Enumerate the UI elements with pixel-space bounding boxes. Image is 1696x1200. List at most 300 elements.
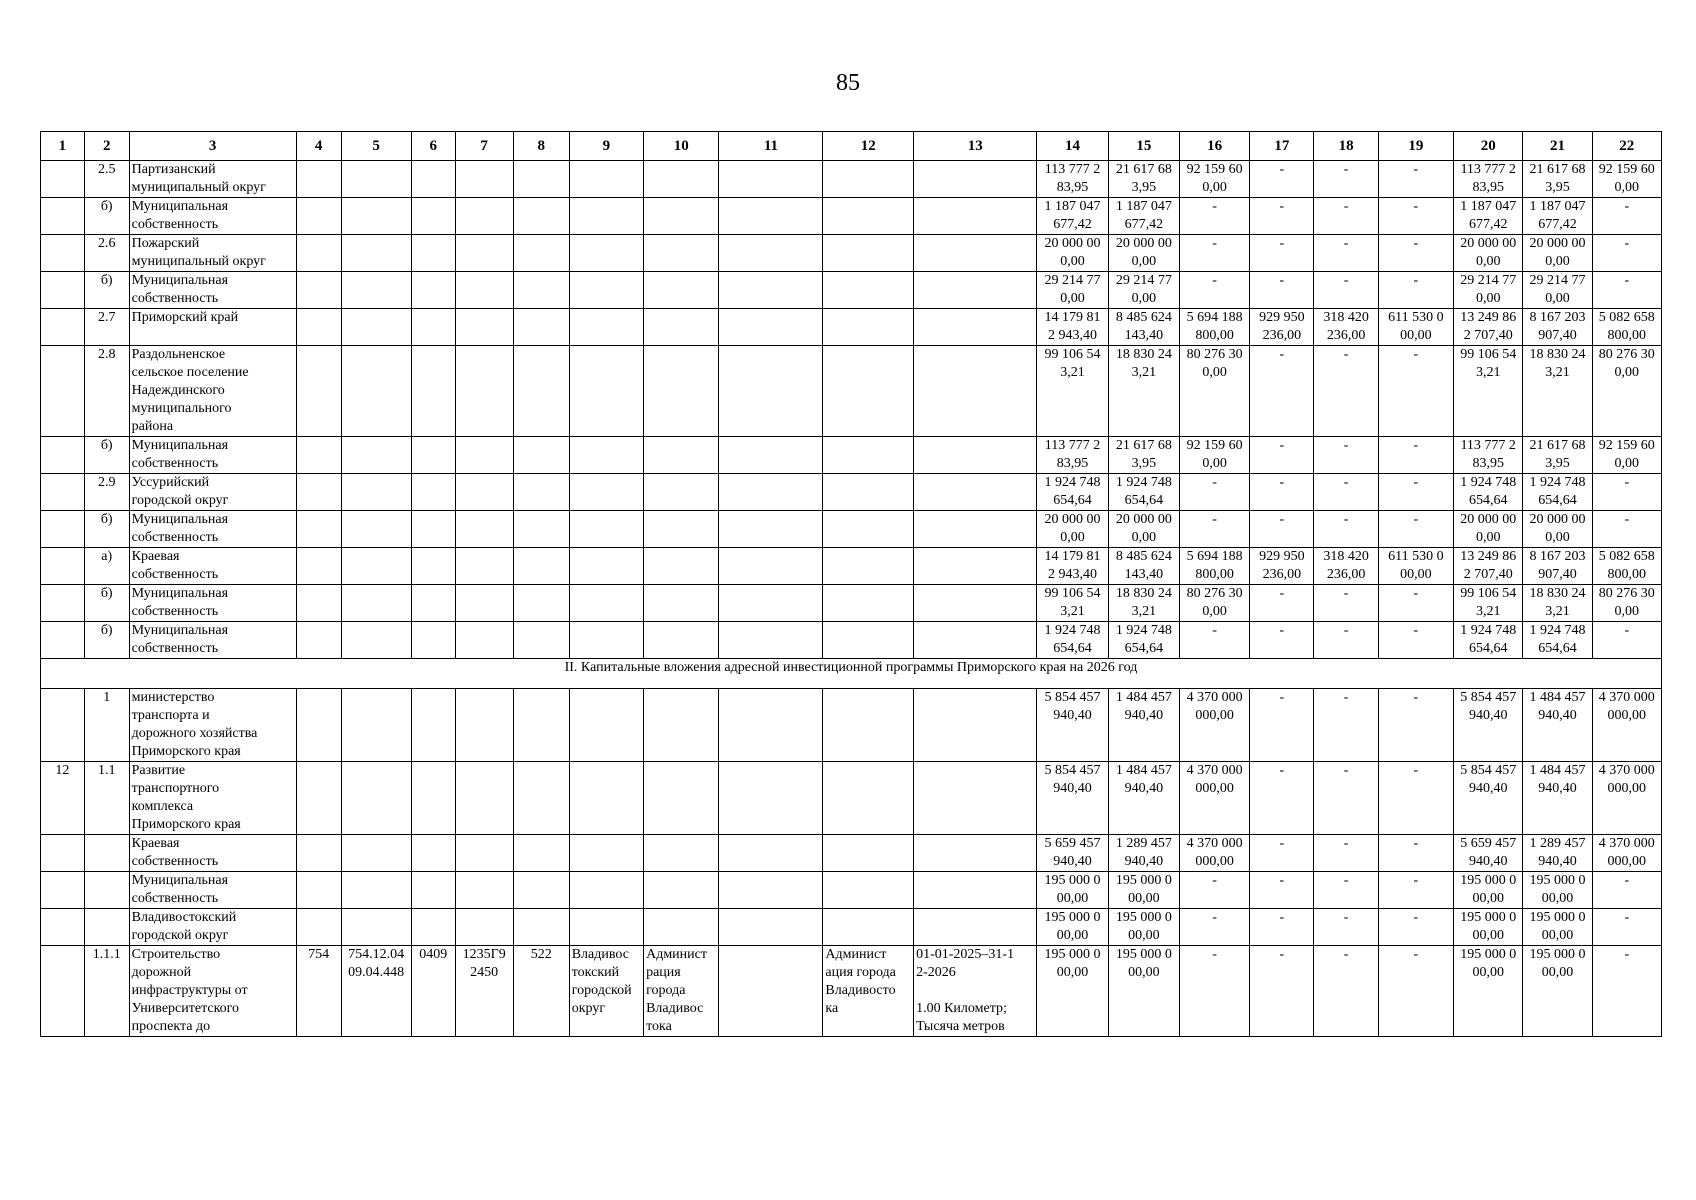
- cell-col-3: Муниципальная собственность: [129, 622, 296, 659]
- cell-col-12: [823, 309, 914, 346]
- cell-col-20: 5 854 457 940,40: [1454, 762, 1523, 835]
- cell-col-5: [341, 309, 411, 346]
- cell-col-13: [914, 198, 1037, 235]
- cell-col-18: -: [1314, 689, 1378, 762]
- cell-col-8: [513, 309, 569, 346]
- cell-col-6: [411, 437, 455, 474]
- cell-col-15: 18 830 24 3,21: [1108, 585, 1179, 622]
- cell-col-10: [644, 689, 719, 762]
- cell-col-21: 8 167 203 907,40: [1523, 548, 1592, 585]
- cell-col-11: [719, 689, 823, 762]
- cell-col-11: [719, 835, 823, 872]
- cell-col-21: 8 167 203 907,40: [1523, 309, 1592, 346]
- cell-col-3: Муниципальная собственность: [129, 272, 296, 309]
- cell-col-13: [914, 548, 1037, 585]
- cell-col-21: 29 214 77 0,00: [1523, 272, 1592, 309]
- cell-col-22: 80 276 30 0,00: [1592, 346, 1661, 437]
- cell-col-13: [914, 235, 1037, 272]
- cell-col-12: [823, 548, 914, 585]
- column-header-2: 2: [84, 132, 129, 161]
- table-row: [41, 511, 1662, 548]
- cell-col-1: [41, 909, 85, 946]
- table-row: [41, 585, 1662, 622]
- cell-col-14: 195 000 0 00,00: [1037, 909, 1108, 946]
- cell-col-6: [411, 622, 455, 659]
- cell-col-2: [84, 835, 129, 872]
- cell-col-2: 1.1: [84, 762, 129, 835]
- cell-col-15: 195 000 0 00,00: [1108, 946, 1179, 1037]
- column-header-11: 11: [719, 132, 823, 161]
- cell-col-13: [914, 909, 1037, 946]
- cell-col-6: [411, 548, 455, 585]
- cell-col-14: 5 854 457 940,40: [1037, 689, 1108, 762]
- cell-col-3: Развитие транспортного комплекса Приморского края: [129, 762, 296, 835]
- cell-col-3: министерство транспорта и дорожного хозяйства Приморского края: [129, 689, 296, 762]
- table-row: [41, 346, 1662, 437]
- cell-col-17: -: [1250, 762, 1314, 835]
- cell-col-9: [569, 198, 643, 235]
- cell-col-7: [455, 511, 513, 548]
- cell-col-15: 1 187 047 677,42: [1108, 198, 1179, 235]
- cell-col-12: Админист ация города Владивосто ка: [823, 946, 914, 1037]
- cell-col-15: 1 924 748 654,64: [1108, 622, 1179, 659]
- cell-col-18: -: [1314, 585, 1378, 622]
- cell-col-4: [296, 762, 341, 835]
- cell-col-11: [719, 585, 823, 622]
- cell-col-5: [341, 835, 411, 872]
- cell-col-20: 1 187 047 677,42: [1454, 198, 1523, 235]
- cell-col-3: Раздольненское сельское поселение Надеждинского муниципального района: [129, 346, 296, 437]
- cell-col-16: -: [1179, 474, 1249, 511]
- cell-col-9: [569, 511, 643, 548]
- cell-col-12: [823, 272, 914, 309]
- cell-col-20: 99 106 54 3,21: [1454, 585, 1523, 622]
- table-row: [41, 474, 1662, 511]
- cell-col-14: 99 106 54 3,21: [1037, 585, 1108, 622]
- cell-col-17: -: [1250, 198, 1314, 235]
- cell-col-6: [411, 309, 455, 346]
- cell-col-1: [41, 198, 85, 235]
- cell-col-17: -: [1250, 511, 1314, 548]
- cell-col-4: [296, 511, 341, 548]
- column-header-19: 19: [1378, 132, 1453, 161]
- cell-col-12: [823, 346, 914, 437]
- cell-col-3: Муниципальная собственность: [129, 198, 296, 235]
- cell-col-10: [644, 909, 719, 946]
- column-header-7: 7: [455, 132, 513, 161]
- cell-col-12: [823, 762, 914, 835]
- cell-col-2: б): [84, 198, 129, 235]
- cell-col-1: [41, 622, 85, 659]
- cell-col-19: -: [1378, 689, 1453, 762]
- column-header-10: 10: [644, 132, 719, 161]
- cell-col-22: -: [1592, 198, 1661, 235]
- cell-col-21: 1 924 748 654,64: [1523, 622, 1592, 659]
- cell-col-8: [513, 762, 569, 835]
- cell-col-13: [914, 474, 1037, 511]
- cell-col-10: [644, 198, 719, 235]
- column-header-15: 15: [1108, 132, 1179, 161]
- cell-col-14: 20 000 00 0,00: [1037, 235, 1108, 272]
- cell-col-12: [823, 585, 914, 622]
- cell-col-16: -: [1179, 872, 1249, 909]
- cell-col-21: 195 000 0 00,00: [1523, 872, 1592, 909]
- cell-col-21: 1 289 457 940,40: [1523, 835, 1592, 872]
- cell-col-16: 92 159 60 0,00: [1179, 437, 1249, 474]
- cell-col-3: Уссурийский городской округ: [129, 474, 296, 511]
- cell-col-7: [455, 161, 513, 198]
- cell-col-8: [513, 689, 569, 762]
- cell-col-19: -: [1378, 474, 1453, 511]
- cell-col-22: 5 082 658 800,00: [1592, 548, 1661, 585]
- cell-col-15: 20 000 00 0,00: [1108, 511, 1179, 548]
- cell-col-20: 5 659 457 940,40: [1454, 835, 1523, 872]
- cell-col-17: -: [1250, 909, 1314, 946]
- cell-col-9: [569, 474, 643, 511]
- cell-col-6: [411, 511, 455, 548]
- cell-col-19: -: [1378, 235, 1453, 272]
- cell-col-18: -: [1314, 235, 1378, 272]
- cell-col-20: 99 106 54 3,21: [1454, 346, 1523, 437]
- cell-col-8: [513, 548, 569, 585]
- column-header-12: 12: [823, 132, 914, 161]
- cell-col-21: 195 000 0 00,00: [1523, 909, 1592, 946]
- cell-col-22: 4 370 000 000,00: [1592, 762, 1661, 835]
- cell-col-3: Муниципальная собственность: [129, 872, 296, 909]
- cell-col-16: -: [1179, 511, 1249, 548]
- cell-col-10: [644, 622, 719, 659]
- cell-col-7: [455, 272, 513, 309]
- cell-col-2: б): [84, 622, 129, 659]
- cell-col-16: 5 694 188 800,00: [1179, 548, 1249, 585]
- cell-col-22: 4 370 000 000,00: [1592, 689, 1661, 762]
- cell-col-19: -: [1378, 585, 1453, 622]
- cell-col-9: [569, 309, 643, 346]
- cell-col-11: [719, 946, 823, 1037]
- cell-col-16: -: [1179, 622, 1249, 659]
- cell-col-1: [41, 437, 85, 474]
- cell-col-5: [341, 272, 411, 309]
- cell-col-15: 21 617 68 3,95: [1108, 437, 1179, 474]
- cell-col-10: [644, 346, 719, 437]
- table-row: [41, 909, 1662, 946]
- cell-col-13: [914, 689, 1037, 762]
- section-title-row: [41, 659, 1662, 689]
- cell-col-15: 29 214 77 0,00: [1108, 272, 1179, 309]
- cell-col-6: [411, 161, 455, 198]
- column-header-17: 17: [1250, 132, 1314, 161]
- cell-col-10: [644, 474, 719, 511]
- cell-col-7: [455, 835, 513, 872]
- cell-col-12: [823, 872, 914, 909]
- cell-col-1: [41, 161, 85, 198]
- cell-col-8: [513, 909, 569, 946]
- cell-col-14: 14 179 81 2 943,40: [1037, 548, 1108, 585]
- cell-col-5: [341, 346, 411, 437]
- cell-col-5: [341, 437, 411, 474]
- column-header-3: 3: [129, 132, 296, 161]
- cell-col-21: 1 187 047 677,42: [1523, 198, 1592, 235]
- investment-table: [40, 131, 1662, 1037]
- cell-col-16: -: [1179, 198, 1249, 235]
- cell-col-1: [41, 835, 85, 872]
- cell-col-1: [41, 346, 85, 437]
- cell-col-12: [823, 622, 914, 659]
- cell-col-22: -: [1592, 235, 1661, 272]
- cell-col-1: [41, 272, 85, 309]
- cell-col-15: 195 000 0 00,00: [1108, 872, 1179, 909]
- column-header-16: 16: [1179, 132, 1249, 161]
- column-header-22: 22: [1592, 132, 1661, 161]
- cell-col-5: [341, 548, 411, 585]
- cell-col-4: [296, 872, 341, 909]
- cell-col-15: 18 830 24 3,21: [1108, 346, 1179, 437]
- cell-col-4: [296, 474, 341, 511]
- cell-col-11: [719, 474, 823, 511]
- cell-col-18: -: [1314, 762, 1378, 835]
- cell-col-22: 4 370 000 000,00: [1592, 835, 1661, 872]
- cell-col-6: [411, 909, 455, 946]
- cell-col-2: б): [84, 585, 129, 622]
- cell-col-12: [823, 689, 914, 762]
- cell-col-2: 2.6: [84, 235, 129, 272]
- table-row: [41, 198, 1662, 235]
- cell-col-18: -: [1314, 946, 1378, 1037]
- cell-col-10: [644, 235, 719, 272]
- cell-col-17: -: [1250, 689, 1314, 762]
- cell-col-1: [41, 474, 85, 511]
- cell-col-2: 2.5: [84, 161, 129, 198]
- cell-col-3: Пожарский муниципальный округ: [129, 235, 296, 272]
- cell-col-15: 1 289 457 940,40: [1108, 835, 1179, 872]
- section-title: II. Капитальные вложения адресной инвестиционной программы Приморского края на 2026 год: [41, 659, 1662, 689]
- cell-col-8: [513, 198, 569, 235]
- cell-col-13: [914, 511, 1037, 548]
- cell-col-18: -: [1314, 474, 1378, 511]
- cell-col-19: -: [1378, 835, 1453, 872]
- cell-col-19: -: [1378, 622, 1453, 659]
- cell-col-6: [411, 835, 455, 872]
- cell-col-13: [914, 622, 1037, 659]
- cell-col-4: [296, 198, 341, 235]
- cell-col-10: [644, 309, 719, 346]
- cell-col-19: -: [1378, 272, 1453, 309]
- cell-col-7: [455, 585, 513, 622]
- cell-col-17: -: [1250, 946, 1314, 1037]
- cell-col-8: [513, 835, 569, 872]
- cell-col-18: -: [1314, 346, 1378, 437]
- column-header-9: 9: [569, 132, 643, 161]
- cell-col-11: [719, 437, 823, 474]
- cell-col-5: [341, 762, 411, 835]
- cell-col-5: [341, 198, 411, 235]
- cell-col-6: [411, 272, 455, 309]
- cell-col-10: [644, 585, 719, 622]
- table-row: [41, 272, 1662, 309]
- cell-col-2: 2.9: [84, 474, 129, 511]
- cell-col-7: [455, 346, 513, 437]
- cell-col-20: 5 854 457 940,40: [1454, 689, 1523, 762]
- cell-col-5: [341, 585, 411, 622]
- cell-col-7: [455, 309, 513, 346]
- cell-col-2: 1: [84, 689, 129, 762]
- cell-col-22: 80 276 30 0,00: [1592, 585, 1661, 622]
- table-body-municipal: [41, 161, 1662, 659]
- cell-col-21: 20 000 00 0,00: [1523, 511, 1592, 548]
- cell-col-5: [341, 872, 411, 909]
- cell-col-4: [296, 235, 341, 272]
- cell-col-20: 20 000 00 0,00: [1454, 511, 1523, 548]
- table-row: [41, 622, 1662, 659]
- cell-col-2: а): [84, 548, 129, 585]
- cell-col-1: [41, 872, 85, 909]
- cell-col-2: б): [84, 272, 129, 309]
- cell-col-6: 0409: [411, 946, 455, 1037]
- cell-col-16: 4 370 000 000,00: [1179, 762, 1249, 835]
- cell-col-22: -: [1592, 511, 1661, 548]
- cell-col-13: [914, 872, 1037, 909]
- cell-col-3: Краевая собственность: [129, 835, 296, 872]
- cell-col-2: [84, 909, 129, 946]
- cell-col-11: [719, 511, 823, 548]
- cell-col-17: -: [1250, 437, 1314, 474]
- column-header-5: 5: [341, 132, 411, 161]
- cell-col-11: [719, 346, 823, 437]
- cell-col-5: [341, 474, 411, 511]
- cell-col-10: [644, 272, 719, 309]
- cell-col-8: [513, 474, 569, 511]
- cell-col-9: [569, 762, 643, 835]
- cell-col-15: 1 924 748 654,64: [1108, 474, 1179, 511]
- cell-col-6: [411, 235, 455, 272]
- cell-col-2: 2.8: [84, 346, 129, 437]
- cell-col-6: [411, 346, 455, 437]
- cell-col-15: 8 485 624 143,40: [1108, 309, 1179, 346]
- cell-col-13: [914, 437, 1037, 474]
- cell-col-9: [569, 909, 643, 946]
- cell-col-11: [719, 872, 823, 909]
- cell-col-13: [914, 346, 1037, 437]
- cell-col-4: 754: [296, 946, 341, 1037]
- cell-col-14: 1 924 748 654,64: [1037, 474, 1108, 511]
- cell-col-9: [569, 235, 643, 272]
- cell-col-1: [41, 548, 85, 585]
- cell-col-11: [719, 198, 823, 235]
- cell-col-5: [341, 622, 411, 659]
- cell-col-18: -: [1314, 198, 1378, 235]
- cell-col-9: [569, 161, 643, 198]
- cell-col-11: [719, 622, 823, 659]
- cell-col-9: [569, 835, 643, 872]
- cell-col-20: 1 924 748 654,64: [1454, 622, 1523, 659]
- cell-col-14: 14 179 81 2 943,40: [1037, 309, 1108, 346]
- cell-col-8: 522: [513, 946, 569, 1037]
- cell-col-21: 1 484 457 940,40: [1523, 762, 1592, 835]
- cell-col-16: 80 276 30 0,00: [1179, 346, 1249, 437]
- cell-col-12: [823, 835, 914, 872]
- cell-col-4: [296, 622, 341, 659]
- cell-col-18: -: [1314, 909, 1378, 946]
- cell-col-7: [455, 198, 513, 235]
- cell-col-1: [41, 946, 85, 1037]
- cell-col-4: [296, 161, 341, 198]
- cell-col-20: 1 924 748 654,64: [1454, 474, 1523, 511]
- cell-col-18: -: [1314, 622, 1378, 659]
- cell-col-4: [296, 437, 341, 474]
- cell-col-11: [719, 309, 823, 346]
- cell-col-1: [41, 309, 85, 346]
- table-row: [41, 309, 1662, 346]
- cell-col-18: -: [1314, 511, 1378, 548]
- cell-col-10: [644, 872, 719, 909]
- cell-col-17: -: [1250, 622, 1314, 659]
- cell-col-9: [569, 585, 643, 622]
- table-row: [41, 437, 1662, 474]
- cell-col-21: 18 830 24 3,21: [1523, 585, 1592, 622]
- cell-col-22: 92 159 60 0,00: [1592, 437, 1661, 474]
- cell-col-19: -: [1378, 161, 1453, 198]
- cell-col-8: [513, 161, 569, 198]
- cell-col-20: 195 000 0 00,00: [1454, 909, 1523, 946]
- cell-col-17: -: [1250, 872, 1314, 909]
- cell-col-17: 929 950 236,00: [1250, 548, 1314, 585]
- cell-col-4: [296, 346, 341, 437]
- cell-col-20: 113 777 2 83,95: [1454, 161, 1523, 198]
- cell-col-4: [296, 548, 341, 585]
- table-row: [41, 872, 1662, 909]
- cell-col-2: 2.7: [84, 309, 129, 346]
- cell-col-3: Муниципальная собственность: [129, 585, 296, 622]
- cell-col-19: -: [1378, 872, 1453, 909]
- cell-col-9: [569, 548, 643, 585]
- cell-col-2: [84, 872, 129, 909]
- cell-col-13: [914, 835, 1037, 872]
- cell-col-16: 4 370 000 000,00: [1179, 689, 1249, 762]
- cell-col-18: -: [1314, 272, 1378, 309]
- cell-col-5: [341, 235, 411, 272]
- cell-col-11: [719, 235, 823, 272]
- cell-col-18: 318 420 236,00: [1314, 309, 1378, 346]
- table-row: [41, 946, 1662, 1037]
- cell-col-2: б): [84, 511, 129, 548]
- cell-col-14: 195 000 0 00,00: [1037, 872, 1108, 909]
- cell-col-19: -: [1378, 946, 1453, 1037]
- cell-col-18: -: [1314, 437, 1378, 474]
- cell-col-2: б): [84, 437, 129, 474]
- cell-col-19: 611 530 0 00,00: [1378, 548, 1453, 585]
- cell-col-15: 195 000 0 00,00: [1108, 909, 1179, 946]
- column-header-13: 13: [914, 132, 1037, 161]
- cell-col-9: [569, 689, 643, 762]
- cell-col-16: -: [1179, 272, 1249, 309]
- cell-col-7: [455, 235, 513, 272]
- cell-col-11: [719, 762, 823, 835]
- cell-col-13: 01-01-2025–31-1 2-2026 1.00 Километр; Тысяча метров: [914, 946, 1037, 1037]
- cell-col-20: 13 249 86 2 707,40: [1454, 309, 1523, 346]
- cell-col-19: -: [1378, 437, 1453, 474]
- cell-col-5: 754.12.04 09.04.448: [341, 946, 411, 1037]
- cell-col-16: 5 694 188 800,00: [1179, 309, 1249, 346]
- cell-col-16: -: [1179, 235, 1249, 272]
- cell-col-21: 1 484 457 940,40: [1523, 689, 1592, 762]
- cell-col-1: 12: [41, 762, 85, 835]
- cell-col-1: [41, 511, 85, 548]
- cell-col-22: 92 159 60 0,00: [1592, 161, 1661, 198]
- cell-col-6: [411, 198, 455, 235]
- cell-col-7: [455, 437, 513, 474]
- cell-col-6: [411, 585, 455, 622]
- cell-col-16: -: [1179, 909, 1249, 946]
